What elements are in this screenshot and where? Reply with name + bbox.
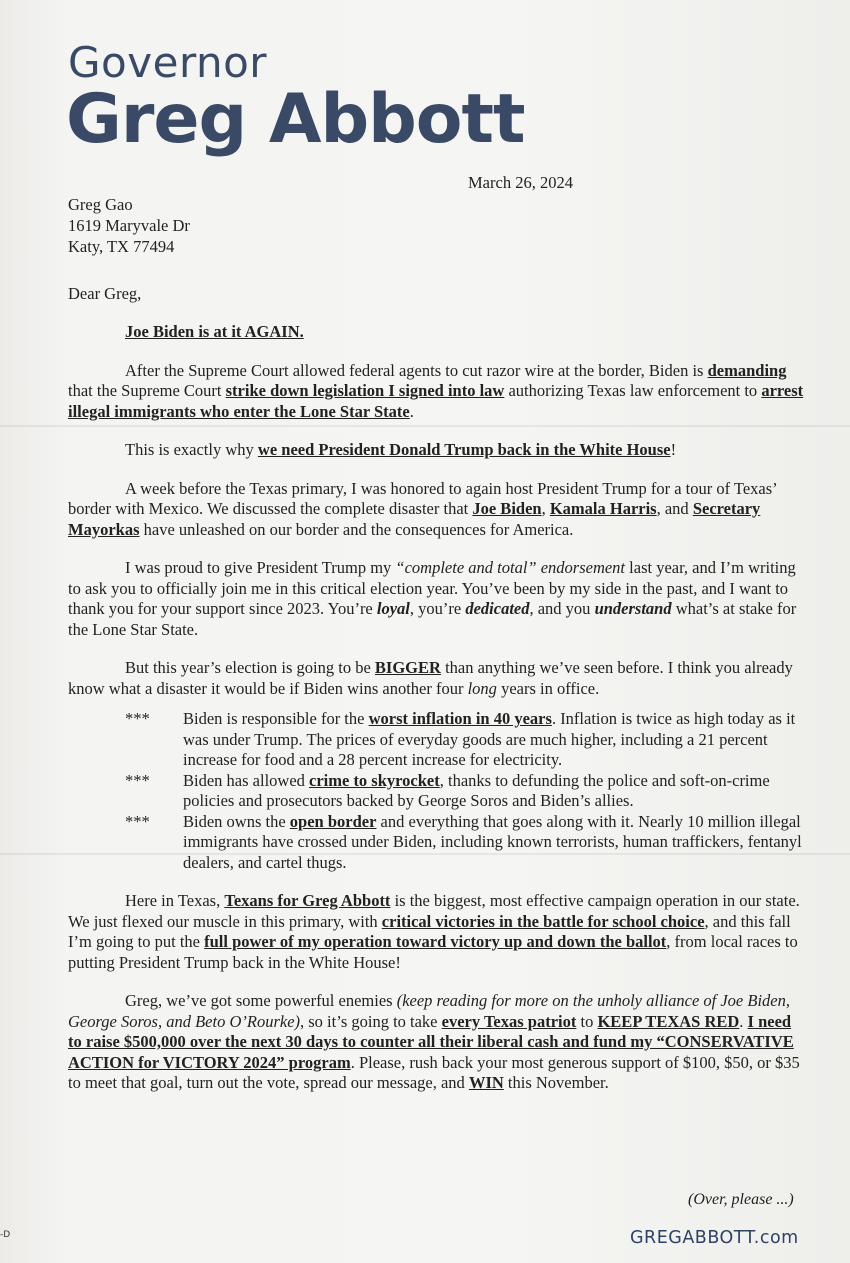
bullet-marker: *** bbox=[125, 811, 150, 831]
text: Biden owns the bbox=[183, 811, 290, 831]
emphasis: every Texas patriot bbox=[441, 1011, 577, 1031]
letterhead-name: Greg Abbott bbox=[66, 80, 525, 159]
text: last year, and I’m writing to ask you to officially join me in this critical election year. You’ve been by my side in the past, and I want to thank you for your support since 2023. You’re bbox=[68, 558, 796, 618]
text: what’s at stake for the Lone Star State. bbox=[68, 599, 797, 639]
text: have unleashed on our border and the consequences for America. bbox=[139, 519, 574, 539]
italic-text: “complete and total” endorsement bbox=[395, 558, 626, 577]
bullet-text bbox=[183, 771, 808, 812]
emphasis: open border bbox=[289, 811, 377, 831]
emphasis: I need to raise $500,000 over the next 30 days to counter all their liberal cash and fund my “CONSERVATIVE ACTION for VICTORY 2024” program bbox=[68, 1011, 794, 1072]
text: This is exactly why bbox=[125, 440, 258, 459]
emphasis: Secretary Mayorkas bbox=[68, 499, 761, 539]
text: Biden has allowed bbox=[183, 770, 310, 790]
emphasis: dedicated bbox=[465, 599, 530, 618]
over-please-note: (Over, please ...) bbox=[688, 1191, 794, 1208]
emphasis: we need President Donald Trump back in the White House bbox=[257, 440, 671, 459]
paragraph-3 bbox=[68, 440, 808, 461]
emphasis: worst inflation in 40 years bbox=[368, 709, 552, 728]
list-item bbox=[68, 709, 808, 771]
emphasis: arrest illegal immigrants who enter the Lone Star State bbox=[68, 381, 804, 421]
text: . Please, rush back your most generous support of $100, $50, or $35 to meet that goal, turn out the vote, spread our message, and bbox=[68, 1052, 800, 1092]
text: Biden is responsible for the bbox=[183, 709, 369, 728]
paragraph-2 bbox=[68, 361, 808, 423]
address-name: Greg Gao bbox=[68, 195, 133, 214]
text: Greg, we’ve got some powerful enemies bbox=[125, 991, 397, 1010]
letter-date: March 26, 2024 bbox=[468, 173, 573, 192]
text: to bbox=[576, 1011, 598, 1031]
list-item bbox=[68, 771, 808, 812]
emphasis: WIN bbox=[468, 1073, 504, 1092]
emphasis: Kamala Harris bbox=[549, 499, 657, 518]
text: , and bbox=[656, 499, 693, 518]
text: this November. bbox=[503, 1073, 609, 1092]
text: I was proud to give President Trump my bbox=[125, 558, 396, 577]
text: A week before the Texas primary, I was honored to again host President Trump for a tour of Texas’ border with Mexico. We discussed the complete disaster that bbox=[68, 478, 777, 518]
text: . bbox=[409, 401, 414, 421]
paragraph-7 bbox=[68, 891, 808, 973]
text: , and this fall I’m going to put the bbox=[68, 911, 791, 951]
bullet-text bbox=[183, 812, 808, 874]
text: , thanks to defunding the police and soft-on-crime policies and prosecutors backed by George Soros and Biden’s allies. bbox=[183, 770, 770, 810]
text: , bbox=[541, 499, 550, 518]
italic-text: (keep reading for more on the unholy alliance of Joe Biden, George Soros, and Beto O’Rourke) bbox=[68, 991, 790, 1031]
recipient-address bbox=[68, 194, 190, 257]
emphasis: Joe Biden is at it AGAIN. bbox=[125, 322, 304, 341]
emphasis: understand bbox=[594, 599, 672, 618]
emphasis: critical victories in the battle for school choice bbox=[381, 911, 705, 931]
text: authorizing Texas law enforcement to bbox=[504, 381, 762, 400]
list-item bbox=[68, 812, 808, 874]
emphasis: full power of my operation toward victory up and down the ballot bbox=[204, 932, 667, 951]
text: , so it’s going to take bbox=[300, 1011, 442, 1031]
text: But this year’s election is going to be bbox=[125, 658, 375, 677]
paragraph-5 bbox=[68, 558, 808, 640]
text: After the Supreme Court allowed federal agents to cut razor wire at the border, Biden is bbox=[125, 360, 708, 380]
text: . Inflation is twice as high today as it was under Trump. The prices of everyday goods are much higher, including a 21 percent increase for food and a 28 percent increase for electricity. bbox=[183, 709, 796, 769]
letter-body bbox=[68, 322, 808, 1112]
bullet-marker: *** bbox=[125, 709, 150, 728]
footer-code: -D bbox=[0, 1230, 11, 1240]
paragraph-6 bbox=[68, 658, 808, 699]
emphasis: KEEP TEXAS RED bbox=[597, 1011, 740, 1031]
bullet-text bbox=[183, 709, 808, 771]
letterhead-title: Governor bbox=[68, 38, 268, 87]
text: than anything we’ve seen before. I think you already know what a disaster it would be if Biden wins another four bbox=[68, 658, 793, 698]
emphasis: Texans for Greg Abbott bbox=[224, 891, 391, 910]
emphasis: crime to skyrocket bbox=[309, 770, 440, 790]
text: , you’re bbox=[409, 599, 466, 618]
text: that the Supreme Court bbox=[68, 381, 226, 400]
text: , and you bbox=[529, 599, 595, 618]
text: ! bbox=[670, 440, 677, 459]
website-url: GREGABBOTT.com bbox=[630, 1228, 799, 1248]
bullet-list bbox=[68, 709, 808, 873]
paragraph-8 bbox=[68, 991, 808, 1094]
paragraph-1 bbox=[68, 322, 808, 343]
text: and everything that goes along with it. Nearly 10 million illegal immigrants have crossed under Biden, including known terrorists, human traffickers, fentanyl dealers, and cartel thugs. bbox=[183, 811, 802, 872]
text: years in office. bbox=[496, 678, 600, 698]
emphasis: Joe Biden bbox=[472, 499, 542, 518]
address-street: 1619 Maryvale Dr bbox=[68, 216, 190, 235]
address-city: Katy, TX 77494 bbox=[68, 237, 175, 256]
emphasis: demanding bbox=[707, 360, 787, 380]
salutation: Dear Greg, bbox=[68, 284, 142, 303]
emphasis: BIGGER bbox=[374, 658, 441, 677]
text: , from local races to putting President Trump back in the White House! bbox=[68, 932, 798, 972]
text: Here in Texas, bbox=[125, 891, 225, 910]
text: . bbox=[739, 1011, 748, 1031]
paragraph-4 bbox=[68, 479, 808, 541]
emphasis: loyal bbox=[376, 599, 410, 618]
bullet-marker: *** bbox=[125, 770, 150, 790]
italic-text: long bbox=[467, 678, 497, 698]
text: is the biggest, most effective campaign operation in our state. We just flexed our muscle in this primary, with bbox=[68, 891, 800, 931]
emphasis: strike down legislation I signed into law bbox=[225, 381, 505, 400]
